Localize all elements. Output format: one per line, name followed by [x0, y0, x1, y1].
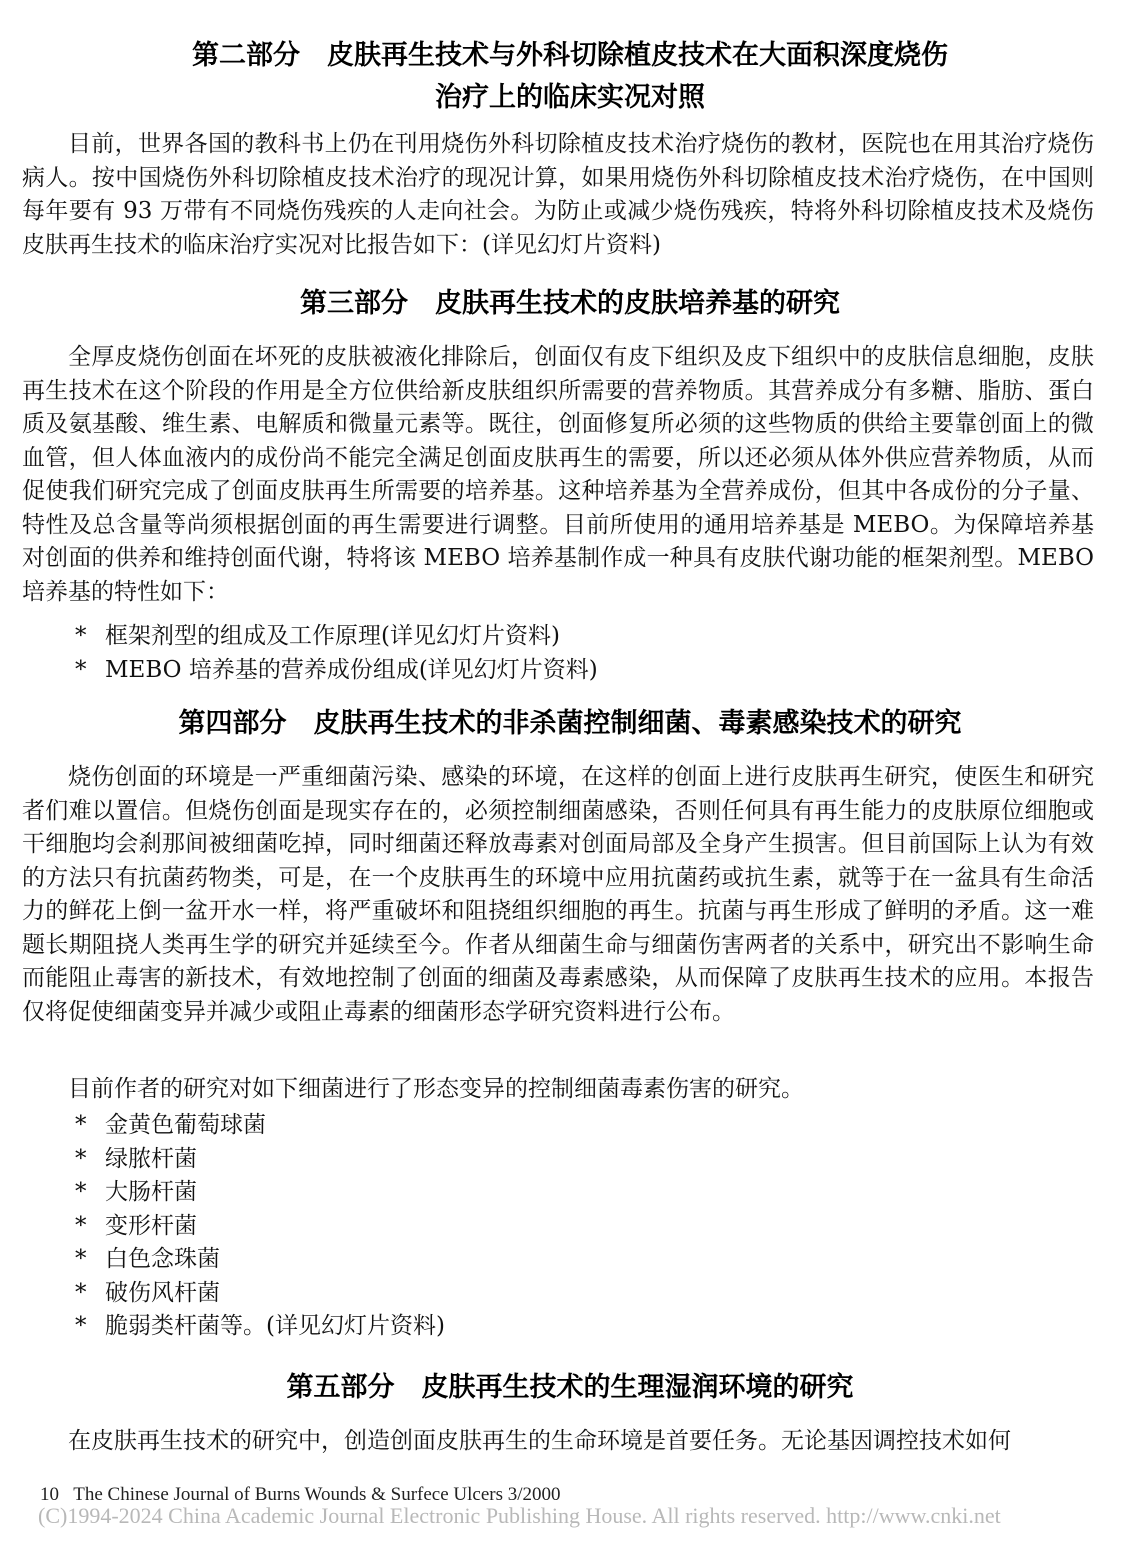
bullet-mark: *: [75, 1212, 87, 1239]
section-4-title: 第四部分 皮肤再生技术的非杀菌控制细菌、毒素感染技术的研究: [178, 708, 962, 739]
section-2-paragraph: 目前，世界各国的教科书上仍在刊用烧伤外科切除植皮技术治疗烧伤的教材，医院也在用其治疗烧伤病人。按中国烧伤外科切除植皮技术治疗的现况计算，如果用烧伤外科切除植皮技术治疗烧伤，在中国则每年要有 93 万带有不同烧伤残疾的人走向社会。为防止或减少烧伤残疾，特将外科切除植皮技术及烧伤皮肤再生技术的临床治疗实况对比报告如下：(详见幻灯片资料): [22, 131, 1094, 258]
list-item: * 绿脓杆菌: [75, 1143, 1075, 1177]
list-item: * 脆弱类杆菌等。(详见幻灯片资料): [75, 1310, 1075, 1344]
section-4-paragraph-2: 目前作者的研究对如下细菌进行了形态变异的控制细菌毒素伤害的研究。: [68, 1076, 804, 1102]
bullet-mark: *: [75, 656, 87, 683]
bullet-mark: *: [75, 1313, 87, 1339]
list-item: * 破伤风杆菌: [75, 1277, 1075, 1311]
bullet-mark: *: [75, 1145, 87, 1172]
page-number: 10: [40, 1484, 59, 1505]
list-item: * 金黄色葡萄球菌: [75, 1109, 1075, 1143]
copyright-watermark: (C)1994-2024 China Academic Journal Electronic Publishing House. All rights reserved. http://www.cnki.net: [38, 1503, 1001, 1528]
list-item: * 框架剂型的组成及工作原理(详见幻灯片资料): [75, 620, 1075, 654]
bullet-mark: *: [75, 1279, 87, 1306]
list-item: * 变形杆菌: [75, 1210, 1075, 1244]
bullet-mark: *: [75, 1179, 87, 1205]
section-4-paragraph: 烧伤创面的环境是一严重细菌污染、感染的环境，在这样的创面上进行皮肤再生研究，使医生和研究者们难以置信。但烧伤创面是现实存在的，必须控制细菌感染，否则任何具有再生能力的皮肤原位细胞或干细胞均会刹那间被细菌吃掉，同时细菌还释放毒素对创面局部及全身产生损害。但目前国际上认为有效的方法只有抗菌药物类，可是，在一个皮肤再生的环境中应用抗菌药或抗生素，就等于在一盆具有生命活力的鲜花上倒一盆开水一样，将严重破坏和阻挠组织细胞的再生。抗菌与再生形成了鲜明的矛盾。这一难题长期阻挠人类再生学的研究并延续至今。作者从细菌生命与细菌伤害两者的关系中，研究出不影响生命而能阻止毒害的新技术，有效地控制了创面的细菌及毒素感染，从而保障了皮肤再生技术的应用。本报告仅将促使细菌变异并减少或阻止毒素的细菌形态学研究资料进行公布。: [22, 764, 1094, 1025]
list-item: * 大肠杆菌: [75, 1176, 1075, 1210]
section-3-list: [75, 620, 1075, 687]
journal-citation: The Chinese Journal of Burns Wounds & Surfece Ulcers 3/2000: [73, 1484, 561, 1505]
section-2-title-line-2: 治疗上的临床实况对照: [435, 82, 705, 113]
section-5-paragraph: 在皮肤再生技术的研究中，创造创面皮肤再生的生命环境是首要任务。无论基因调控技术如何: [68, 1428, 1011, 1454]
section-4-bacteria-list: [75, 1109, 1075, 1344]
section-2-title-line-1: 第二部分 皮肤再生技术与外科切除植皮技术在大面积深度烧伤: [192, 40, 948, 71]
section-3-paragraph: 全厚皮烧伤创面在坏死的皮肤被液化排除后，创面仅有皮下组织及皮下组织中的皮肤信息细胞，皮肤再生技术在这个阶段的作用是全方位供给新皮肤组织所需要的营养物质。其营养成分有多糖、脂肪、蛋白质及氨基酸、维生素、电解质和微量元素等。既往，创面修复所必须的这些物质的供给主要靠创面上的微血管，但人体血液内的成份尚不能完全满足创面皮肤再生的需要，所以还必须从体外供应营养物质，从而促使我们研究完成了创面皮肤再生所需要的培养基。这种培养基为全营养成份，但其中各成份的分子量、特性及总含量等尚须根据创面的再生需要进行调整。目前所使用的通用培养基是 MEBO。为保障培养基对创面的供养和维持创面代谢，特将该 MEBO 培养基制作成一种具有皮肤代谢功能的框架剂型。MEBO 培养基的特性如下：: [22, 344, 1094, 605]
bullet-mark: *: [75, 623, 87, 649]
section-5-title: 第五部分 皮肤再生技术的生理湿润环境的研究: [286, 1372, 854, 1403]
list-item: * MEBO 培养基的营养成份组成(详见幻灯片资料): [75, 654, 1075, 688]
bullet-mark: *: [75, 1112, 87, 1138]
section-3-title: 第三部分 皮肤再生技术的皮肤培养基的研究: [300, 288, 840, 319]
list-item: * 白色念珠菌: [75, 1243, 1075, 1277]
bullet-mark: *: [75, 1246, 87, 1272]
